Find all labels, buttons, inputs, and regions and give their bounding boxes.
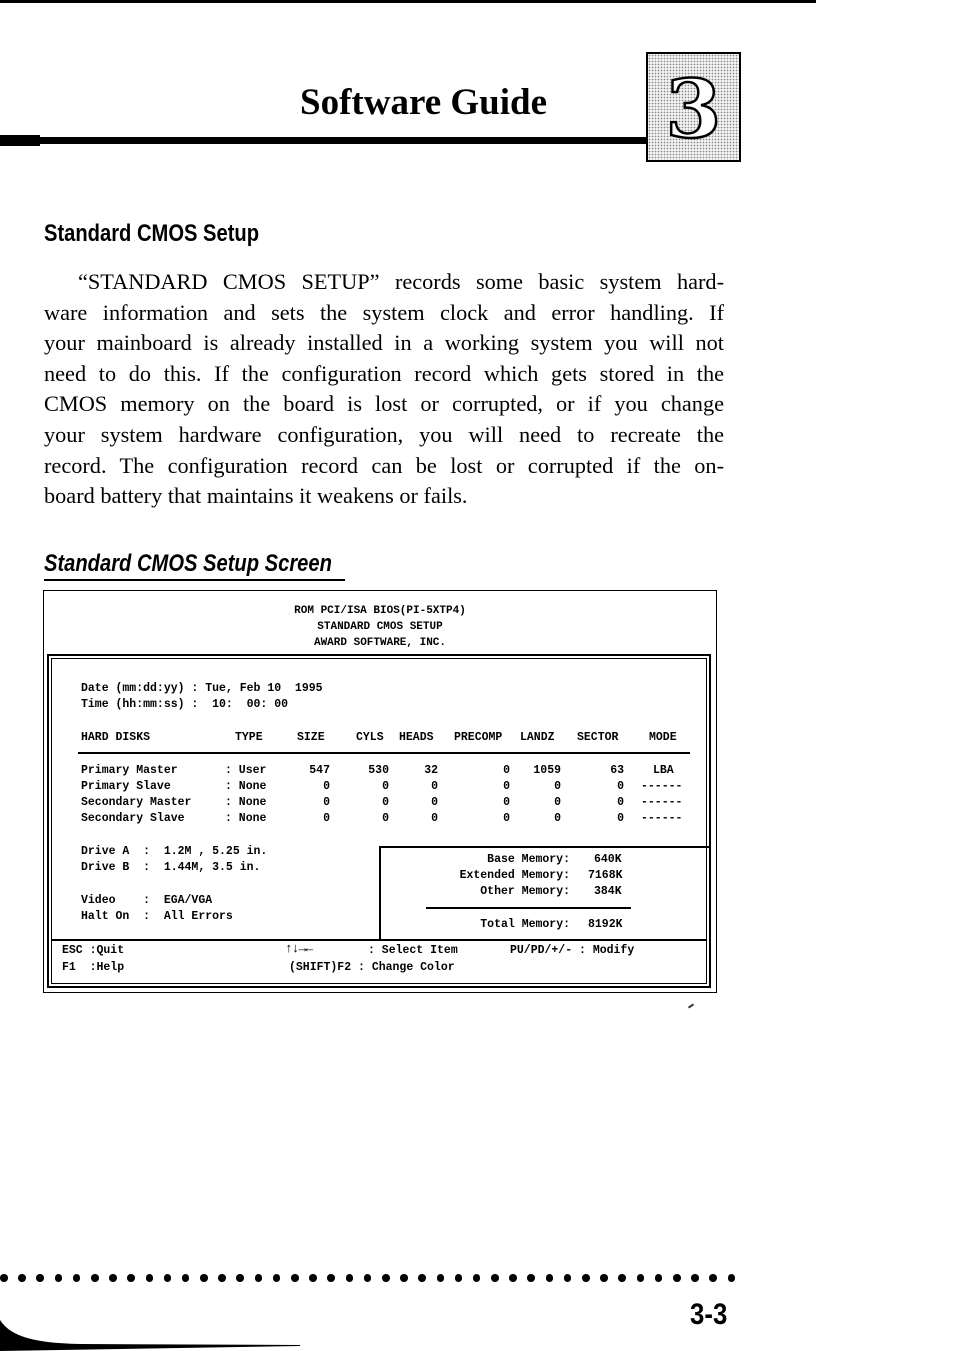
dot	[546, 1274, 554, 1282]
dot	[346, 1274, 354, 1282]
disk-name: Secondary Slave	[81, 812, 185, 825]
title-rule	[0, 137, 652, 144]
paragraph-line: need to do this. If the configuration record which gets stored in the	[44, 360, 724, 386]
memory-value: 7168K	[588, 869, 623, 882]
time-field: Time (hh:mm:ss) : 10: 00: 00	[81, 698, 289, 711]
paragraph-line: ware information and sets the system clock and error handling. If	[44, 299, 724, 325]
subsection-heading: Standard CMOS Setup Screen	[44, 550, 332, 577]
disk-type: : None	[225, 812, 267, 825]
dot	[164, 1274, 172, 1282]
disk-type: : User	[225, 764, 267, 777]
dot	[637, 1274, 645, 1282]
dot	[91, 1274, 99, 1282]
dot	[582, 1274, 590, 1282]
bios-footer-rule	[51, 939, 707, 941]
paragraph-line: CMOS memory on the board is lost or corrupted, or if you change	[44, 391, 724, 417]
f1-help-hint: F1 :Help	[62, 961, 125, 974]
disk-mode: LBA	[653, 764, 674, 777]
disk-cyls: 0	[382, 796, 389, 809]
scan-mark	[688, 1003, 694, 1008]
disk-table-rule	[78, 752, 690, 754]
dot	[236, 1274, 244, 1282]
dot	[691, 1274, 699, 1282]
bios-vendor-line: AWARD SOFTWARE, INC.	[313, 637, 447, 649]
memory-label: Extended Memory:	[459, 869, 570, 882]
disk-heads: 32	[424, 764, 438, 777]
dot	[673, 1274, 681, 1282]
dot	[564, 1274, 572, 1282]
memory-box-left-edge	[379, 846, 381, 940]
dot	[109, 1274, 117, 1282]
dotted-rule	[0, 1274, 760, 1286]
total-memory-label: Total Memory:	[480, 918, 570, 931]
change-color-hint: (SHIFT)F2 : Change Color	[289, 961, 455, 974]
dot	[728, 1274, 736, 1282]
dot	[364, 1274, 372, 1282]
col-heads: HEADS	[399, 731, 434, 744]
disk-cyls: 0	[382, 780, 389, 793]
page-number: 3-3	[690, 1298, 728, 1331]
memory-label: Other Memory:	[480, 885, 570, 898]
dot	[618, 1274, 626, 1282]
disk-name: Primary Master	[81, 764, 178, 777]
dot	[200, 1274, 208, 1282]
col-size: SIZE	[297, 731, 325, 744]
disk-heads: 0	[431, 812, 438, 825]
memory-label: Base Memory:	[487, 853, 570, 866]
disk-mode: ------	[641, 796, 683, 809]
dot	[382, 1274, 390, 1282]
total-memory-value: 8192K	[588, 918, 623, 931]
body-paragraph	[44, 267, 724, 512]
dot	[418, 1274, 426, 1282]
dot	[0, 1274, 8, 1282]
dot	[291, 1274, 299, 1282]
disk-sector: 63	[610, 764, 624, 777]
dot	[218, 1274, 226, 1282]
table-row	[0, 763, 954, 779]
disk-mode: ------	[641, 812, 683, 825]
dot	[309, 1274, 317, 1282]
dot	[36, 1274, 44, 1282]
dot	[655, 1274, 663, 1282]
top-rule	[0, 0, 816, 3]
date-field: Date (mm:dd:yy) : Tue, Feb 10 1995	[81, 682, 323, 695]
dot	[327, 1274, 335, 1282]
arrow-keys-icon: ↑↓→←	[285, 941, 313, 956]
dot	[509, 1274, 517, 1282]
dot	[255, 1274, 263, 1282]
disk-landz: 1059	[533, 764, 561, 777]
col-sector: SECTOR	[577, 731, 619, 744]
drive-a-field: Drive A : 1.2M , 5.25 in.	[81, 845, 268, 858]
dot	[491, 1274, 499, 1282]
dot	[527, 1274, 535, 1282]
table-row	[0, 795, 954, 811]
disk-precomp: 0	[503, 764, 510, 777]
disk-name: Secondary Master	[81, 796, 192, 809]
dot	[455, 1274, 463, 1282]
disk-landz: 0	[554, 812, 561, 825]
dot	[437, 1274, 445, 1282]
chapter-title: Software Guide	[300, 82, 548, 123]
disk-type: : None	[225, 780, 267, 793]
disk-size: 0	[323, 780, 330, 793]
esc-quit-hint: ESC :Quit	[62, 944, 125, 957]
disk-sector: 0	[617, 796, 624, 809]
paragraph-line: your system hardware configuration, you will need to recreate the	[44, 421, 724, 447]
memory-value: 384K	[594, 885, 622, 898]
chapter-number-box	[646, 52, 741, 162]
memory-total-rule	[426, 907, 631, 909]
dot	[473, 1274, 481, 1282]
col-type: TYPE	[235, 731, 263, 744]
col-landz: LANDZ	[520, 731, 555, 744]
disk-cyls: 530	[368, 764, 389, 777]
disk-landz: 0	[554, 780, 561, 793]
title-rule-lead	[0, 135, 40, 146]
disk-mode: ------	[641, 780, 683, 793]
dot	[146, 1274, 154, 1282]
bios-title-line: ROM PCI/ISA BIOS(PI-5XTP4)	[294, 605, 466, 617]
dot	[182, 1274, 190, 1282]
col-cyls: CYLS	[356, 731, 384, 744]
disk-precomp: 0	[503, 812, 510, 825]
disk-heads: 0	[431, 796, 438, 809]
subsection-underline	[44, 579, 345, 581]
table-row	[0, 811, 954, 827]
chapter-number: 3	[665, 62, 722, 156]
paragraph-line: your mainboard is already installed in a working system you will not	[44, 330, 724, 356]
disk-size: 0	[323, 812, 330, 825]
memory-value: 640K	[594, 853, 622, 866]
col-hard-disks: HARD DISKS	[81, 731, 151, 744]
dot	[709, 1274, 717, 1282]
col-precomp: PRECOMP	[454, 731, 503, 744]
dot	[18, 1274, 26, 1282]
dot	[55, 1274, 63, 1282]
dot	[273, 1274, 281, 1282]
memory-box-top-edge	[379, 846, 709, 848]
disk-landz: 0	[554, 796, 561, 809]
table-row	[0, 779, 954, 795]
disk-cyls: 0	[382, 812, 389, 825]
halt-on-field: Halt On : All Errors	[81, 910, 233, 923]
paragraph-line: record. The configuration record can be lost or corrupted if the on-	[44, 452, 724, 478]
disk-heads: 0	[431, 780, 438, 793]
video-field: Video : EGA/VGA	[81, 894, 213, 907]
drive-b-field: Drive B : 1.44M, 3.5 in.	[81, 861, 261, 874]
col-mode: MODE	[649, 731, 677, 744]
disk-size: 0	[323, 796, 330, 809]
disk-size: 547	[309, 764, 330, 777]
disk-name: Primary Slave	[81, 780, 171, 793]
dot	[600, 1274, 608, 1282]
dot	[73, 1274, 81, 1282]
dot	[400, 1274, 408, 1282]
disk-precomp: 0	[503, 780, 510, 793]
select-item-hint: : Select Item	[368, 944, 458, 957]
paragraph-line: “STANDARD CMOS SETUP” records some basic system hard-	[78, 269, 724, 294]
modify-hint: PU/PD/+/- : Modify	[510, 944, 635, 957]
disk-type: : None	[225, 796, 267, 809]
dot	[127, 1274, 135, 1282]
disk-sector: 0	[617, 780, 624, 793]
bios-subtitle-line: STANDARD CMOS SETUP	[317, 621, 443, 633]
paragraph-line: board battery that maintains it weakens or fails.	[44, 483, 468, 509]
disk-sector: 0	[617, 812, 624, 825]
corner-swoosh	[0, 1310, 300, 1351]
disk-precomp: 0	[503, 796, 510, 809]
section-heading: Standard CMOS Setup	[44, 220, 260, 247]
